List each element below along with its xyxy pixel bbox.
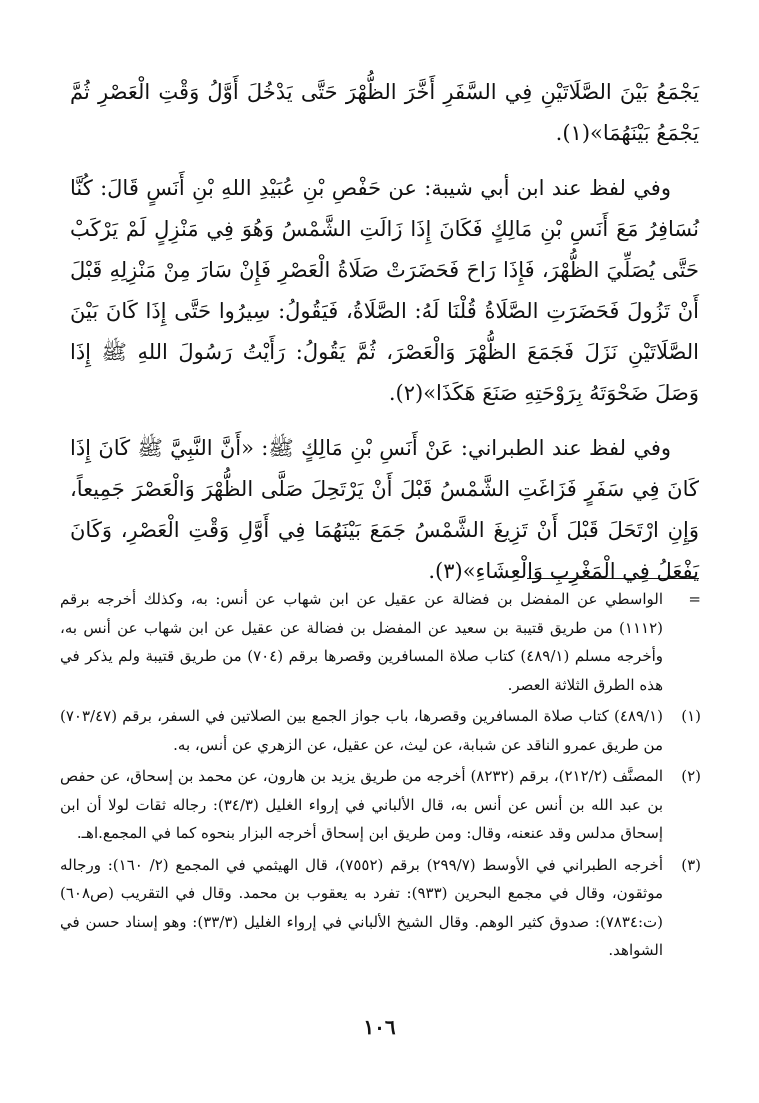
page-number: ١٠٦ [363,1015,396,1039]
paragraph-tabarani: وفي لفظ عند الطبراني: عَنْ أَنَسِ بْنِ مَالِكٍ ﷺ: «أَنَّ النَّبِيَّ ﷺ كَانَ إِذَا كَانَ فِي سَفَرٍ فَزَاغَتِ الشَّمْسُ قَبْلَ أَنْ يَرْتَحِلَ صَلَّى الظُّهْرَ وَالْعَصْرَ جَمِيعاً، وَإِنِ ارْتَحَلَ قَبْلَ أَنْ تَزِيغَ الشَّمْسُ جَمَعَ بَيْنَهُمَا فِي أَوَّلِ وَقْتِ الْعَصْرِ، وَكَانَ يَفْعَلُ فِي الْمَغْرِبِ وَالْعِشَاءِ»(٣). [70,436,699,583]
footnote-text: أخرجه الطبراني في الأوسط (٢٩٩/٧) برقم (٧٥٥٢)، قال الهيثمي في المجمع (٢/ ١٦٠): ورجاله موثقون، وقال في مجمع البحرين (٩٣٣): تفرد به يعقوب بن محمد. وقال في التقريب (ص٦٠٨) (ت:٧٨٣٤): صدوق كثير الوهم. وقال الشيخ الألباني في إرواء الغليل (٣٣/٣): وهو إسناد حسن في الشواهد. [60,855,663,959]
footnote-text: (٤٨٩/١) كتاب صلاة المسافرين وقصرها، باب جواز الجمع بين الصلاتين في السفر، برقم (٧٠٣/٤٧) من طريق عمرو الناقد عن شبابة، عن ليث، عن عقيل، عن الزهري عن أنس، به. [60,707,663,754]
footnote-text: الواسطي عن المفضل بن فضالة عن عقيل عن ابن شهاب عن أنس: به، وكذلك أخرجه برقم (١١١٢) من طريق قتيبة بن سعيد عن المفضل بن فضالة عن عقيل عن ابن شهاب عن أنس به، وأخرجه مسلم (٤٨٩/١) كتاب صلاة المسافرين وقصرها برقم (٧٠٤) من طريق قتيبة ولم يذكر في هذه الطرق الثلاثة العصر. [60,590,664,694]
footnote-mark: (١) [681,707,701,725]
footnotes [60,585,701,968]
footnote-mark: (٢) [681,767,701,785]
footnote-mark: (٣) [681,855,701,874]
footnote-3 [60,851,701,965]
footnote-continued [60,585,701,699]
footnote-1 [60,702,701,759]
paragraph-hadith-continuation: يَجْمَعُ بَيْنَ الصَّلَاتَيْنِ فِي السَّفَرِ أَخَّرَ الظُّهْرَ حَتَّى يَدْخُلَ أَوَّلُ وَقْتِ الْعَصْرِ ثُمَّ يَجْمَعُ بَيْنَهُمَا»(١). [70,80,699,145]
paragraph-ibn-abi-shaybah: وفي لفظ عند ابن أبي شيبة: عن حَفْصِ بْنِ عُبَيْدِ اللهِ بْنِ أَنَسٍ قَالَ: كُنَّا نُسَافِرُ مَعَ أَنَسِ بْنِ مَالِكٍ فَكَانَ إِذَا زَالَتِ الشَّمْسُ وَهُوَ فِي مَنْزِلٍ لَمْ يَرْكَبْ حَتَّى يُصَلِّيَ الظُّهْرَ، فَإِذَا رَاحَ فَحَضَرَتْ صَلَاةُ الْعَصْرِ فَإِنْ سَارَ مِنْ مَنْزِلِهِ قَبْلَ أَنْ تَزُولَ فَحَضَرَتِ الصَّلَاةُ قُلْنَا لَهُ: الصَّلَاةُ، فَيَقُولُ: سِيرُوا حَتَّى إِذَا كَانَ بَيْنَ الصَّلَاتَيْنِ نَزَلَ فَجَمَعَ الظُّهْرَ وَالْعَصْرَ، ثُمَّ يَقُولُ: رَأَيْتُ رَسُولَ اللهِ ﷺ إِذَا وَصَلَ ضَحْوَتَهُ بِرَوْحَتِهِ صَنَعَ هَكَذَا»(٢). [70,176,699,405]
main-text [70,72,699,606]
footnote-separator [527,578,699,579]
footnote-text: المصنَّف (٢١٢/٢)، برقم (٨٢٣٢) أخرجه من طريق يزيد بن هارون، عن محمد بن إسحاق، عن حفص بن عبد الله بن أنس عن أنس به، قال الألباني في إرواء الغليل (٣٤/٣): رجاله ثقات لولا أن ابن إسحاق مدلس وقد عنعنه، وقال: ومن طريق ابن إسحاق أخرجه البزار بنحوه كما في المجمع.اهـ. [60,767,664,842]
footnote-mark: = [688,590,701,608]
footnote-2 [60,762,701,848]
